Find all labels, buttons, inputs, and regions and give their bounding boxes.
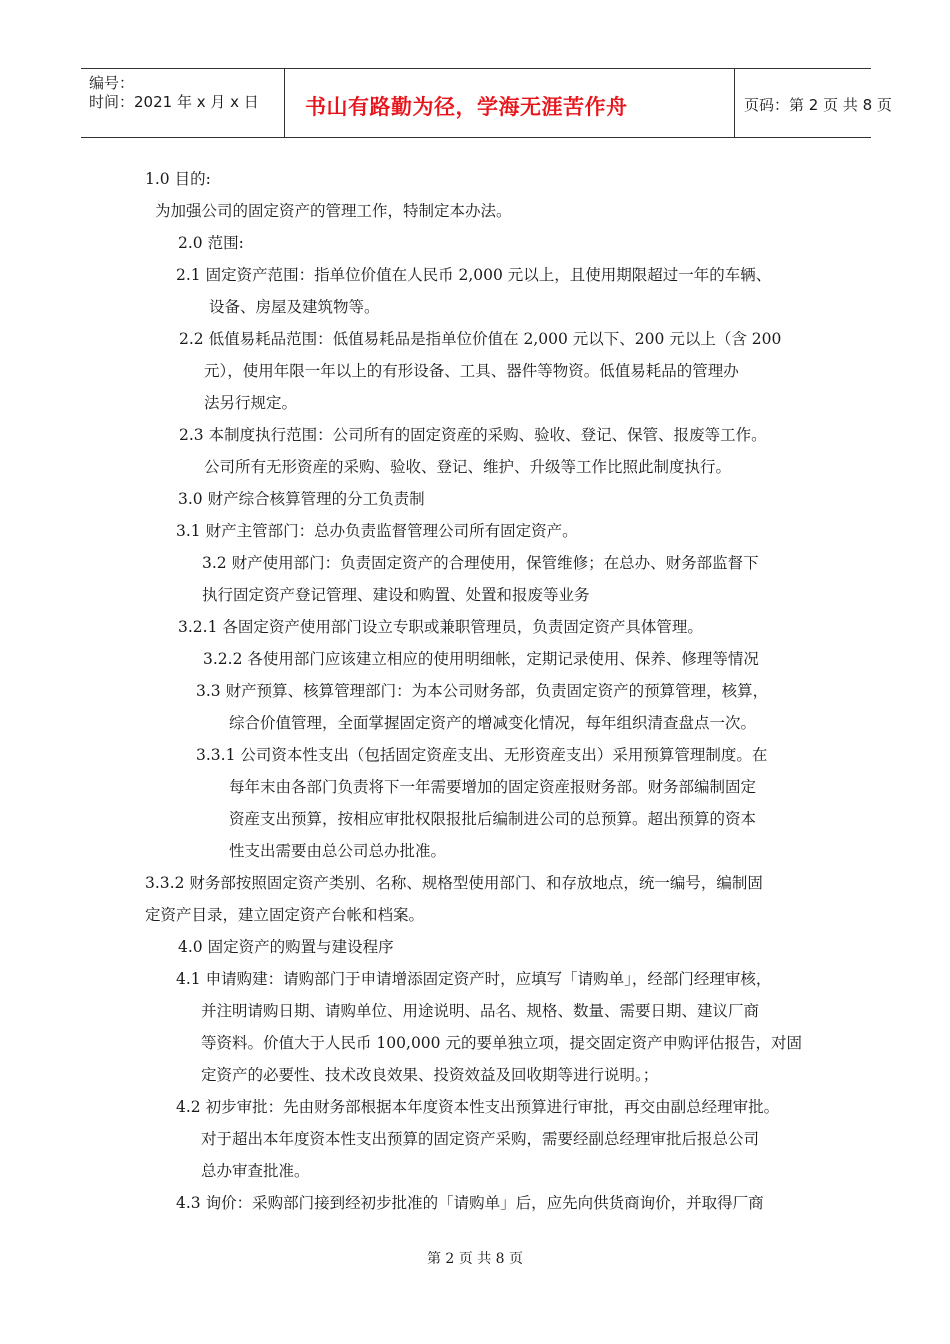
paragraph-line: 设备、房屋及建筑物等。 (209, 298, 380, 316)
section-heading: 3.0 财产综合核算管理的分工负责制 (178, 490, 425, 508)
paragraph-line: 元），使用年限一年以上的有形设备、工具、器件等物资。低值易耗品的管理办 (204, 362, 739, 380)
paragraph-line: 性支出需要由总公司总办批准。 (229, 842, 447, 860)
paragraph-line: 3.3.1 公司资本性支出（包括固定资産支出、无形资産支出）采用预算管理制度。在 (196, 746, 768, 764)
paragraph-line: 每年末由各部门负责将下一年需要增加的固定资産报财务部。财务部编制固定 (229, 778, 757, 796)
paragraph-line: 资産支出预算，按相应审批权限报批后编制进公司的总预算。超出预算的资本 (229, 810, 757, 828)
paragraph-line: 3.3 财产预算、核算管理部门：为本公司财务部，负责固定资产的预算管理，核算， (196, 682, 769, 700)
section-heading: 4.0 固定资产的购置与建设程序 (178, 938, 394, 956)
header-motto: 书山有路勤为径，学海无涯苦作舟 (305, 95, 628, 119)
paragraph-line: 4.1 申请购建：请购部门于申请增添固定资产时，应填写「请购单」，经部门经理审核， (176, 970, 772, 988)
paragraph-line: 总办审查批准。 (201, 1162, 310, 1180)
paragraph-line: 等资料。价值大于人民币 100,000 元的要单独立项，提交固定资产申购评估报告，对固 (201, 1034, 802, 1052)
paragraph-line: 执行固定资产登记管理、建设和购置、处置和报废等业务 (202, 586, 590, 604)
paragraph-line: 对于超出本年度资本性支出预算的固定资产采购，需要经副总经理审批后报总公司 (201, 1130, 760, 1148)
header-info-cell (81, 69, 285, 137)
header-page-info: 页码：第 2 页 共 8 页 (744, 96, 892, 114)
paragraph-line: 2.3 本制度执行范围：公司所有的固定资産的采购、验收、登记、保管、报废等工作。 (179, 426, 767, 444)
header-motto-cell (285, 69, 735, 137)
section-heading: 1.0 目的: (145, 170, 211, 188)
page-footer: 第 2 页 共 8 页 (426, 1251, 524, 1267)
paragraph-line: 为加强公司的固定资产的管理工作，特制定本办法。 (155, 202, 512, 220)
header-page-cell (735, 69, 892, 137)
paragraph-line: 3.2.2 各使用部门应该建立相应的使用明细帐，定期记录使用、保养、修理等情况 (203, 650, 759, 668)
paragraph-line: 定资产的必要性、技术改良效果、投资效益及回收期等进行说明。； (201, 1066, 659, 1084)
paragraph-line: 公司所有无形资産的采购、验收、登记、维护、升级等工作比照此制度执行。 (204, 458, 732, 476)
paragraph-line: 法另行规定。 (204, 394, 298, 412)
paragraph-line: 4.3 询价：采购部门接到经初步批准的「请购单」后，应先向供货商询价，并取得厂商 (176, 1194, 764, 1212)
paragraph-line: 综合价值管理，全面掌握固定资产的增减变化情况，每年组织清查盘点一次。 (229, 714, 757, 732)
paragraph-line: 3.1 财产主管部门：总办负责监督管理公司所有固定资产。 (176, 522, 578, 540)
paragraph-line: 3.3.2 财务部按照固定资产类别、名称、规格型使用部门、和存放地点，统一编号，编制固 (145, 874, 763, 892)
paragraph-line: 2.1 固定资产范围：指单位价值在人民币 2,000 元以上，且使用期限超过一年的车辆、 (176, 266, 772, 284)
paragraph-line: 4.2 初步审批：先由财务部根据本年度资本性支出预算进行审批，再交由副总经理审批。 (176, 1098, 780, 1116)
paragraph-line: 并注明请购日期、请购单位、用途说明、品名、规格、数量、需要日期、建议厂商 (201, 1002, 760, 1020)
paragraph-line: 3.2 财产使用部门：负责固定资产的合理使用，保管维修；在总办、财务部监督下 (202, 554, 759, 572)
doc-date: 时间：2021 年 x 月 x 日 (89, 93, 259, 111)
doc-number-label: 编号： (89, 74, 135, 92)
paragraph-line: 定资产目录，建立固定资产台帐和档案。 (145, 906, 425, 924)
paragraph-line: 3.2.1 各固定资产使用部门设立专职或兼职管理员，负责固定资产具体管理。 (178, 618, 703, 636)
section-heading: 2.0 范围: (178, 234, 244, 252)
paragraph-line: 2.2 低值易耗品范围：低值易耗品是指单位价值在 2,000 元以下、200 元以上（含 200 (179, 330, 782, 348)
document-header (81, 68, 892, 138)
